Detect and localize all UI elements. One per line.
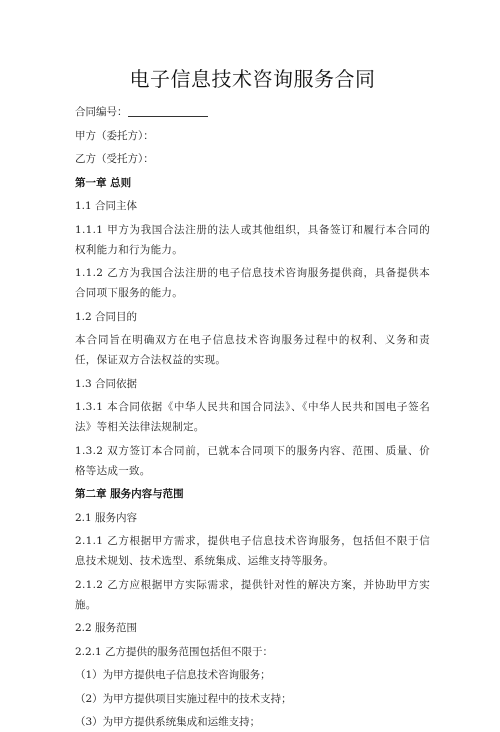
- list-item-1: （1）为甲方提供电子信息技术咨询服务；: [75, 669, 271, 681]
- clause-1-2-text: 本合同旨在明确双方在电子信息技术咨询服务过程中的权利、义务和责任，保证双方合法权益的实现。: [75, 334, 430, 366]
- section-1-3: 1.3 合同依据: [75, 377, 138, 390]
- document-title: 电子信息技术咨询服务合同: [129, 67, 376, 91]
- clause-2-2-1: 2.2.1 乙方提供的服务范围包括但不限于：: [75, 645, 274, 658]
- chapter-1-heading: 第一章 总则: [75, 176, 132, 189]
- section-1-2: 1.2 合同目的: [75, 310, 138, 323]
- clause-1-1-2: 1.1.2 乙方为我国合法注册的电子信息技术咨询服务提供商，具备提供本合同项下服务的能力。: [75, 267, 430, 299]
- clause-2-1-2: 2.1.2 乙方应根据甲方实际需求，提供针对性的解决方案，并协助甲方实施。: [75, 578, 430, 611]
- section-2-1: 2.1 服务内容: [75, 511, 138, 524]
- document-body: [75, 102, 430, 732]
- party-b-line: 乙方（受托方）：: [75, 153, 154, 165]
- clause-1-3-1: 1.3.1 本合同依据《中华人民共和国合同法》、《中华人民共和国电子签名法》等相关法律法规制定。: [75, 401, 430, 433]
- contract-number-line: [75, 102, 430, 122]
- section-2-2: 2.2 服务范围: [75, 622, 138, 634]
- list-item-3: （3）为甲方提供系统集成和运维支持；: [75, 716, 261, 728]
- clause-1-3-2: 1.3.2 双方签订本合同前，已就本合同项下的服务内容、范围、质量、价格等达成一致。: [75, 444, 430, 477]
- clause-2-1-1: 2.1.1 乙方根据甲方需求，提供电子信息技术咨询服务，包括但不限于信息技术规划、技术选型、系统集成、运维支持等服务。: [75, 535, 430, 567]
- party-a-line: 甲方（委托方）：: [75, 129, 154, 142]
- contract-number-label: 合同编号：: [75, 106, 128, 118]
- section-1-1: 1.1 合同主体: [75, 200, 138, 212]
- contract-number-blank: [128, 104, 208, 117]
- list-item-2: （2）为甲方提供项目实施过程中的技术支持；: [75, 692, 292, 705]
- chapter-2-heading: 第二章 服务内容与范围: [75, 488, 184, 500]
- clause-1-1-1: 1.1.1 甲方为我国合法注册的法人或其他组织，具备签订和履行本合同的权利能力和行为能力。: [75, 223, 430, 256]
